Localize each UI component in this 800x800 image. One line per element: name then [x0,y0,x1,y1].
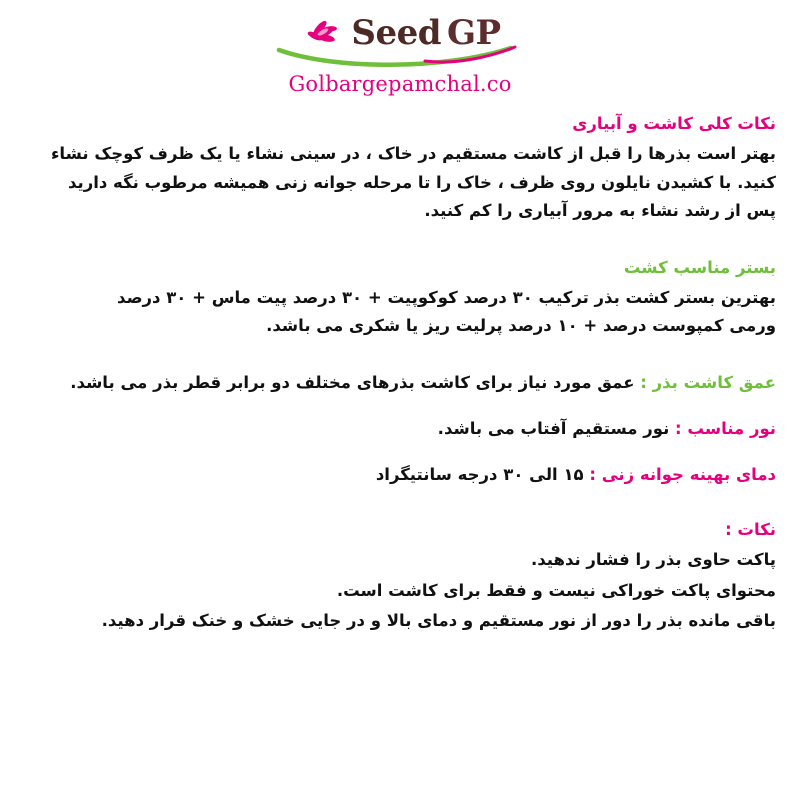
light-value: نور مستقیم آفتاب می باشد. [437,419,676,438]
notes-heading: نکات : [725,519,776,539]
logo-word-seed: Seed [351,13,441,53]
logo-block [24,10,776,96]
section-light [24,415,776,443]
notes-item: محتوای پاکت خوراکی نیست و فقط برای کاشت است. [336,580,776,600]
notes-item: باقی مانده بذر را دور از نور مستقیم و دمای بالا و در جایی خشک و خنک قرار دهید. [101,610,776,630]
logo-word-gp: GP [447,13,501,53]
planting-depth-value: عمق مورد نیاز برای کاشت بذرهای مختلف دو برابر قطر بذر می باشد. [70,372,641,392]
substrate-heading: بستر مناسب کشت [623,257,776,277]
spacer [24,494,776,516]
section-general [24,110,776,226]
section-substrate [24,254,776,341]
spacer [24,347,776,369]
logo-subtitle: Golbargepamchal.co [288,72,512,96]
spacer [24,447,776,461]
substrate-paragraph-2: ورمی کمپوست درصد + ۱۰ درصد پرلیت ریز یا شکری می باشد. [266,316,776,336]
spacer [24,232,776,254]
general-paragraph-1: بهتر است بذرها را قبل از کاشت مستقیم در خاک ، در سینی نشاء یا یک ظرف کوچک نشاء کنید. با کشیدن نایلون روی ظرف ، خاک را تا مرحله جوانه زنی همیشه مرطوب نگه دارید [50,144,776,192]
general-paragraph-2: پس از رشد نشاء به مرور آبیاری را کم کنید. [424,201,776,221]
spacer [24,401,776,415]
temperature-label: دمای بهینه جوانه زنی : [589,465,776,485]
section-temperature [24,461,776,489]
notes-item: پاکت حاوی بذر را فشار ندهید. [530,550,776,570]
swoosh-underline-icon [275,44,525,70]
planting-depth-label: عمق کاشت بذر : [640,372,776,392]
section-planting-depth [24,369,776,397]
temperature-value: ۱۵ الی ۳۰ درجه سانتیگراد [375,465,590,485]
light-label: نور مناسب : [675,419,776,438]
section-notes [24,516,776,636]
general-heading: نکات کلی کاشت و آبیاری [572,114,776,133]
document-content [24,110,776,635]
substrate-paragraph-1: بهترین بستر کشت بذر ترکیب ۳۰ درصد کوکوپیت + ۳۰ درصد پیت ماس + ۳۰ درصد [117,287,776,307]
